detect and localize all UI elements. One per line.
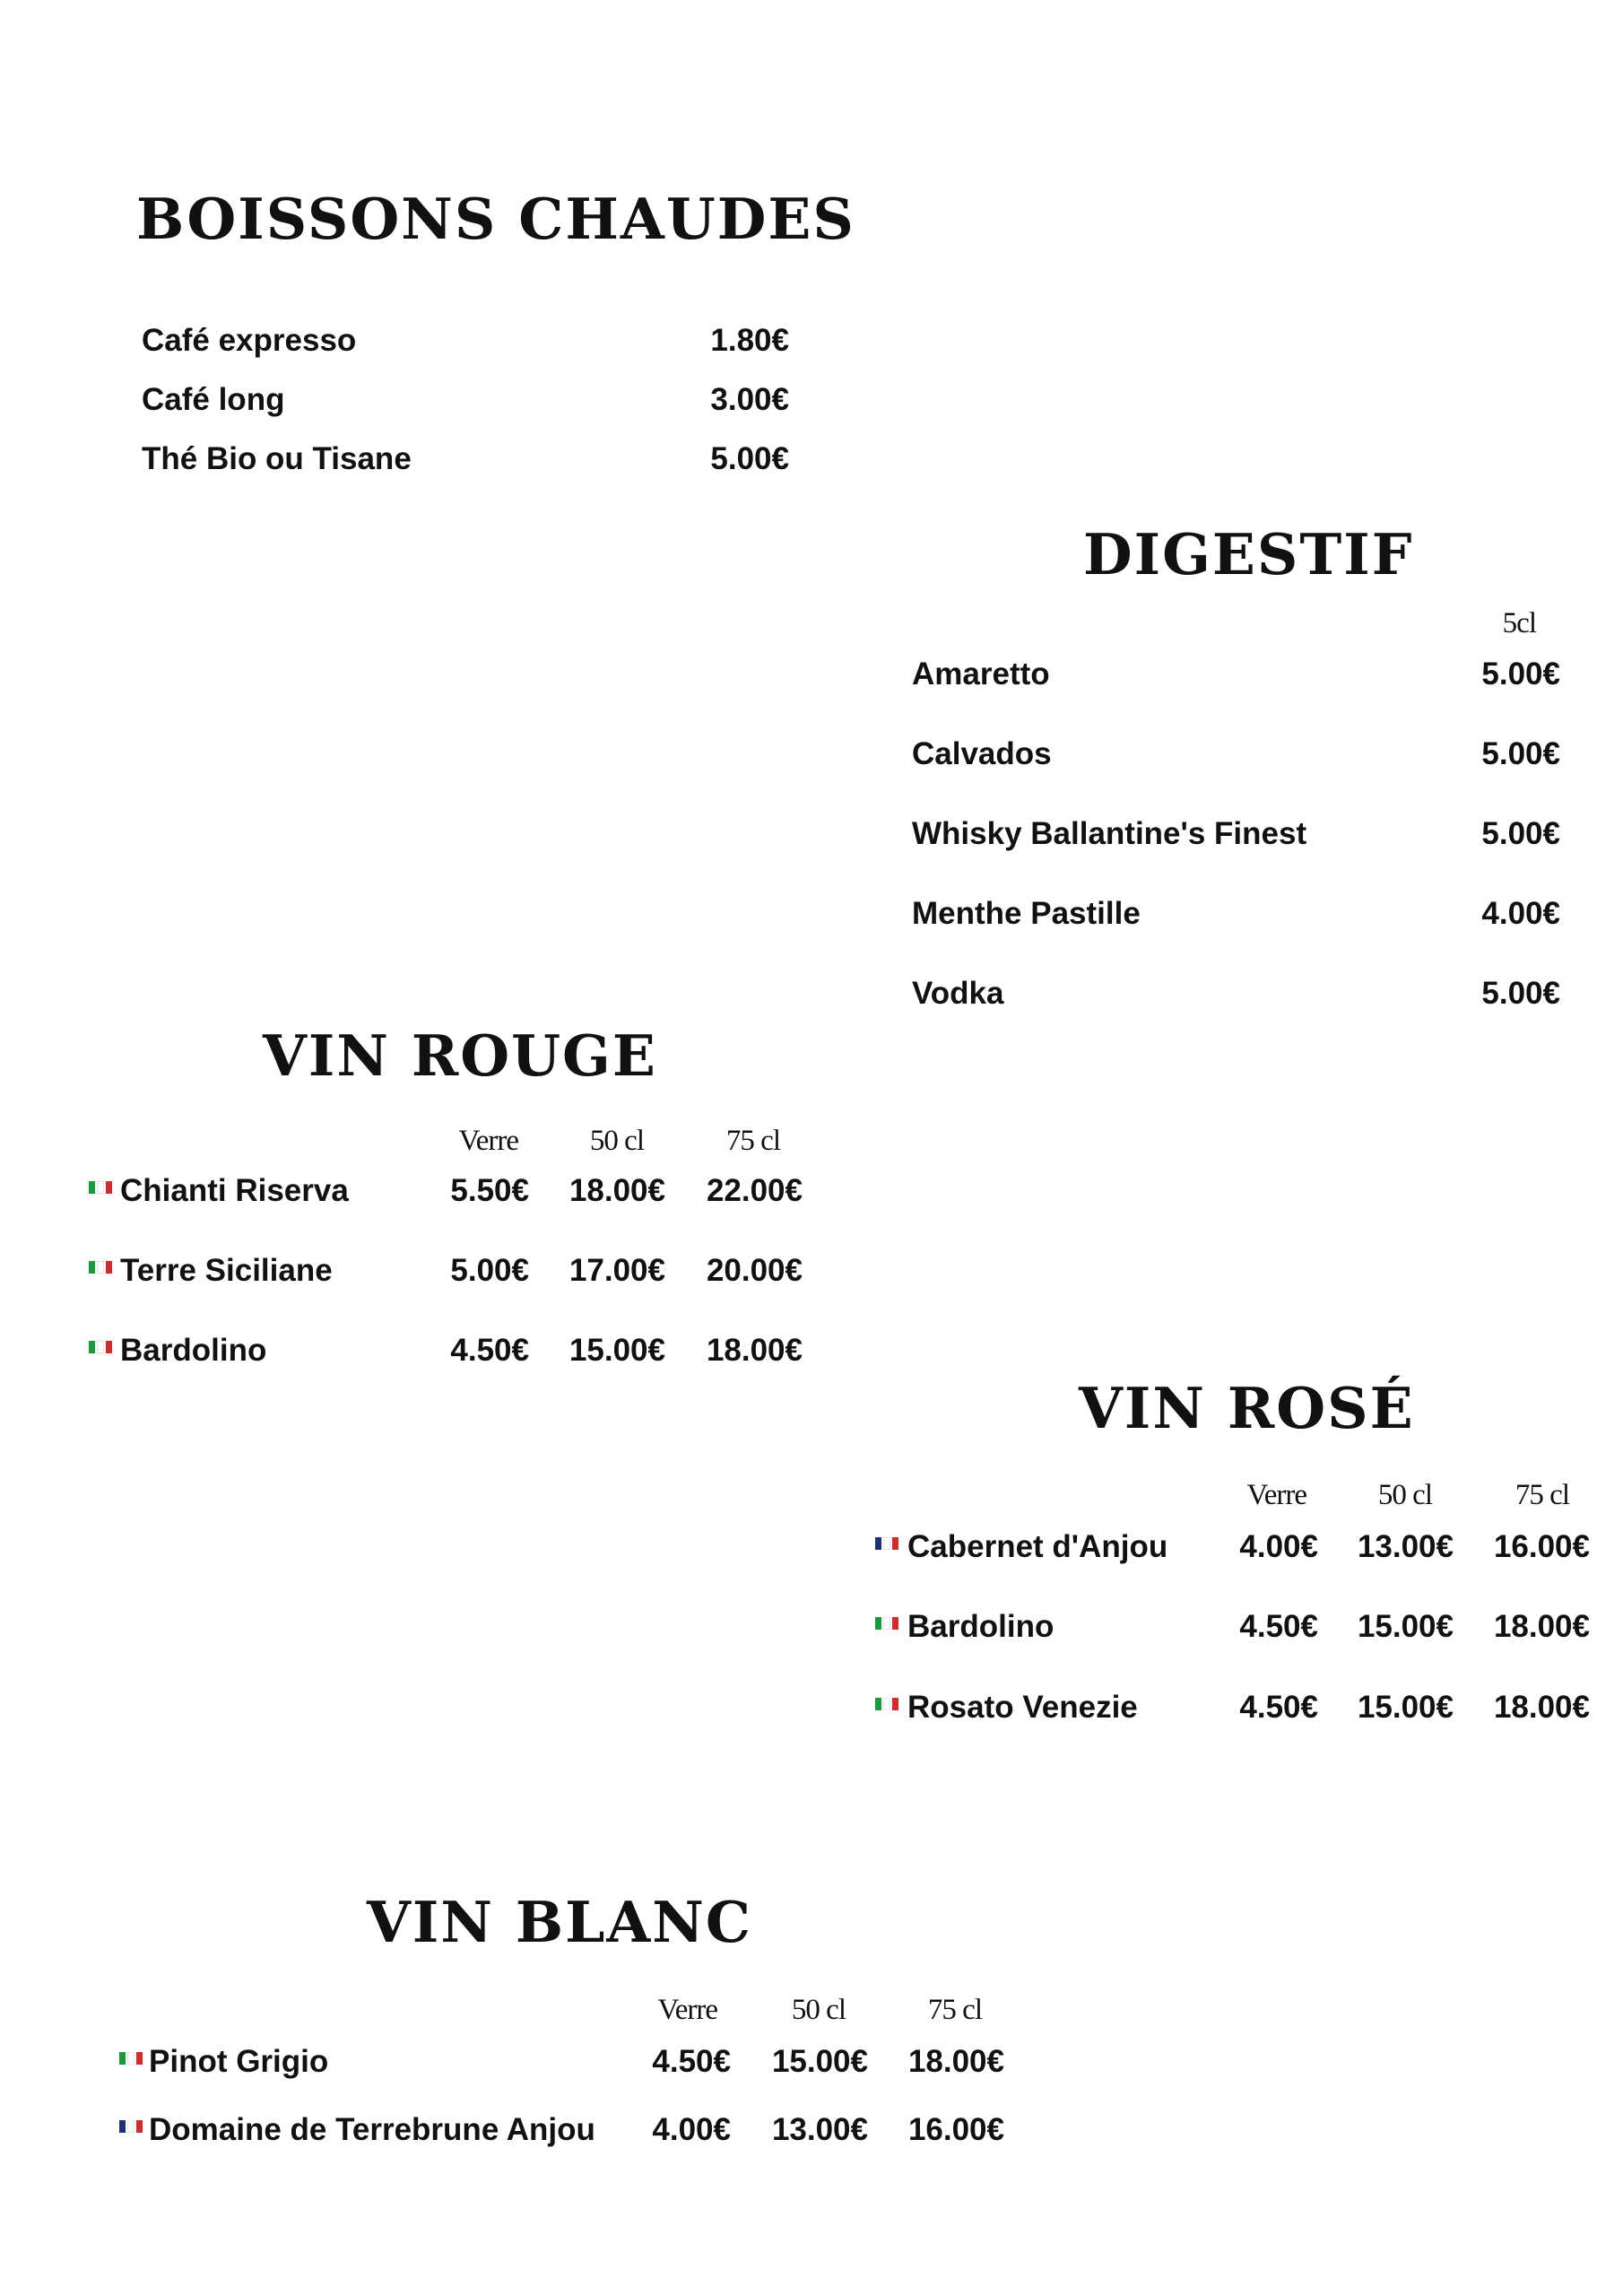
price-75cl: 16.00€ <box>907 2112 1004 2147</box>
column-header-75cl: 75 cl <box>927 1994 982 2026</box>
price-75cl: 16.00€ <box>1493 1529 1590 1564</box>
price-50cl: 15.00€ <box>1357 1690 1454 1725</box>
italy-flag-icon <box>119 2052 143 2065</box>
france-flag-icon <box>119 2120 143 2133</box>
price-verre: 5.50€ <box>450 1173 529 1208</box>
menu-item-name: Calvados <box>912 736 1052 771</box>
italy-flag-icon <box>89 1261 112 1274</box>
price-75cl: 18.00€ <box>1493 1609 1590 1644</box>
price-50cl: 15.00€ <box>771 2044 868 2079</box>
wine-name: Cabernet d'Anjou <box>907 1529 1168 1564</box>
column-header-50cl: 50 cl <box>791 1994 846 2026</box>
price-verre: 4.00€ <box>652 2112 731 2147</box>
price-verre: 5.00€ <box>450 1253 529 1288</box>
wine-name: Bardolino <box>907 1609 1055 1644</box>
menu-item-price: 5.00€ <box>710 441 789 476</box>
wine-name: Bardolino <box>120 1333 267 1368</box>
vin-rose-title: VIN ROSÉ <box>1079 1375 1415 1441</box>
france-flag-icon <box>875 1537 898 1550</box>
menu-item-name: Vodka <box>912 976 1004 1011</box>
column-header-75cl: 75 cl <box>1515 1479 1569 1511</box>
italy-flag-icon <box>875 1698 898 1710</box>
menu-item-name: Amaretto <box>912 657 1050 691</box>
italy-flag-icon <box>89 1181 112 1194</box>
price-verre: 4.50€ <box>652 2044 731 2079</box>
price-75cl: 18.00€ <box>706 1333 803 1368</box>
price-50cl: 13.00€ <box>771 2112 868 2147</box>
price-75cl: 18.00€ <box>907 2044 1004 2079</box>
price-verre: 4.00€ <box>1239 1529 1318 1564</box>
wine-name: Pinot Grigio <box>149 2044 329 2079</box>
column-header-verre: Verre <box>458 1125 518 1157</box>
price-50cl: 18.00€ <box>568 1173 665 1208</box>
boissons-chaudes-title: BOISSONS CHAUDES <box>136 186 855 252</box>
menu-item-name: Café long <box>142 382 285 417</box>
column-header-verre: Verre <box>657 1994 717 2026</box>
menu-item-price: 3.00€ <box>710 382 789 417</box>
column-header-verre: Verre <box>1246 1479 1306 1511</box>
price-verre: 4.50€ <box>450 1333 529 1368</box>
price-75cl: 22.00€ <box>706 1173 803 1208</box>
column-header-50cl: 50 cl <box>589 1125 644 1157</box>
menu-item-price: 1.80€ <box>710 323 789 358</box>
column-header-75cl: 75 cl <box>725 1125 780 1157</box>
price-50cl: 17.00€ <box>568 1253 665 1288</box>
menu-item-price: 5.00€ <box>1481 816 1560 851</box>
menu-item-name: Whisky Ballantine's Finest <box>912 816 1307 851</box>
price-50cl: 15.00€ <box>1357 1609 1454 1644</box>
menu-item-name: Thé Bio ou Tisane <box>142 441 412 476</box>
italy-flag-icon <box>875 1617 898 1630</box>
digestif-title: DIGESTIF <box>1083 521 1414 587</box>
wine-name: Chianti Riserva <box>120 1173 349 1208</box>
price-75cl: 18.00€ <box>1493 1690 1590 1725</box>
menu-item-price: 5.00€ <box>1481 736 1560 771</box>
wine-name: Terre Siciliane <box>120 1253 333 1288</box>
price-verre: 4.50€ <box>1239 1690 1318 1725</box>
price-verre: 4.50€ <box>1239 1609 1318 1644</box>
price-50cl: 13.00€ <box>1357 1529 1454 1564</box>
menu-item-name: Café expresso <box>142 323 357 358</box>
menu-item-price: 5.00€ <box>1481 657 1560 691</box>
menu-item-price: 5.00€ <box>1481 976 1560 1011</box>
menu-item-price: 4.00€ <box>1481 896 1560 931</box>
price-75cl: 20.00€ <box>706 1253 803 1288</box>
column-header-5cl: 5cl <box>1502 607 1536 639</box>
vin-blanc-title: VIN BLANC <box>367 1889 753 1955</box>
italy-flag-icon <box>89 1341 112 1353</box>
wine-name: Domaine de Terrebrune Anjou <box>149 2112 595 2147</box>
price-50cl: 15.00€ <box>568 1333 665 1368</box>
wine-name: Rosato Venezie <box>907 1690 1138 1725</box>
column-header-50cl: 50 cl <box>1377 1479 1432 1511</box>
menu-item-name: Menthe Pastille <box>912 896 1141 931</box>
vin-rouge-title: VIN ROUGE <box>263 1022 657 1089</box>
